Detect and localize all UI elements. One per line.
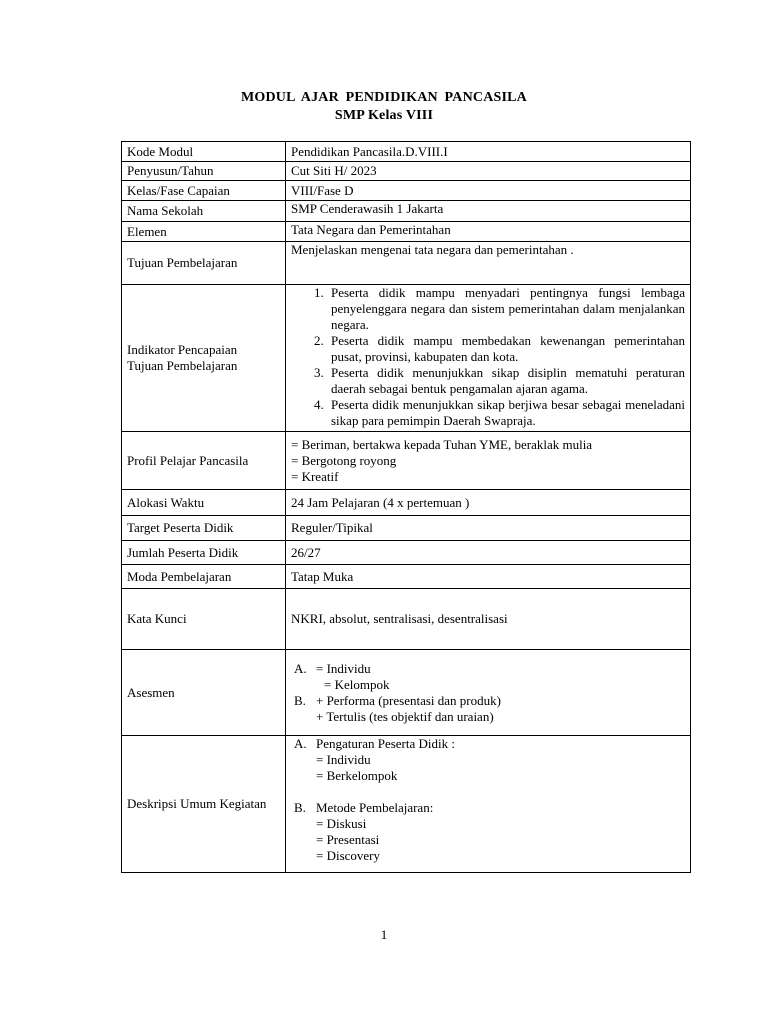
row-value: 24 Jam Pelajaran (4 x pertemuan ) bbox=[286, 490, 691, 516]
list-item: 4. Peserta didik menunjukkan sikap berjiwa besar sebagai meneladani sikap para pemimpin Daerah Swapraja. bbox=[327, 397, 685, 429]
table-row bbox=[122, 201, 691, 222]
row-label: Nama Sekolah bbox=[122, 201, 286, 222]
list-item: = Kreatif bbox=[291, 468, 339, 484]
row-value: NKRI, absolut, sentralisasi, desentralisasi bbox=[286, 589, 691, 650]
table-row bbox=[122, 162, 691, 181]
table-row bbox=[122, 242, 691, 285]
deskripsi-a bbox=[294, 736, 685, 752]
row-label: Tujuan Pembelajaran bbox=[122, 242, 286, 285]
row-value: Pendidikan Pancasila.D.VIII.I bbox=[286, 142, 691, 162]
asesmen-a-label: A. bbox=[294, 660, 307, 676]
asesmen-b-label: B. bbox=[294, 692, 306, 708]
asesmen-b-line2: + Tertulis (tes objektif dan uraian) bbox=[316, 708, 494, 724]
deskripsi-a-title: Pengaturan Peserta Didik : bbox=[316, 736, 455, 751]
table-row bbox=[122, 516, 691, 541]
row-label: Kata Kunci bbox=[122, 589, 286, 650]
row-label bbox=[122, 285, 286, 432]
document-subtitle: SMP Kelas VIII bbox=[334, 108, 434, 123]
asesmen-a-line1: = Individu bbox=[316, 660, 371, 676]
row-label: Kelas/Fase Capaian bbox=[122, 181, 286, 201]
list-item: 3. Peserta didik menunjukkan sikap disiplin mematuhi peraturan daerah sebagai bentuk pengamalan ajaran agama. bbox=[327, 365, 685, 397]
row-value: Tatap Muka bbox=[286, 565, 691, 589]
list-item: 2. Peserta didik mampu membedakan kewenangan pemerintahan pusat, provinsi, kabupaten dan kota. bbox=[327, 333, 685, 365]
module-info-table bbox=[121, 141, 691, 873]
list-item: = Bergotong royong bbox=[291, 452, 397, 468]
asesmen-b-line1: + Performa (presentasi dan produk) bbox=[316, 692, 501, 708]
asesmen-b bbox=[294, 693, 685, 709]
list-item: 1. Peserta didik mampu menyadari pentingnya fungsi lembaga penyelenggara negara dan sistem pemerintahan dalam menjalankan negara. bbox=[327, 285, 685, 333]
list-item: = Presentasi bbox=[316, 832, 380, 847]
page-number: 1 bbox=[380, 927, 388, 942]
row-value: Tata Negara dan Pemerintahan bbox=[286, 222, 691, 242]
row-label: Kode Modul bbox=[122, 142, 286, 162]
asesmen-a-cont bbox=[294, 677, 685, 693]
deskripsi-a-label: A. bbox=[294, 736, 307, 751]
table-row bbox=[122, 222, 691, 242]
table-row bbox=[122, 490, 691, 516]
list-item: = Discovery bbox=[316, 848, 381, 863]
table-row bbox=[122, 736, 691, 873]
table-row bbox=[122, 565, 691, 589]
row-label: Asesmen bbox=[122, 650, 286, 736]
row-value: SMP Cenderawasih 1 Jakarta bbox=[286, 201, 691, 222]
row-label: Profil Pelajar Pancasila bbox=[122, 432, 286, 490]
row-value: Menjelaskan mengenai tata negara dan pemerintahan . bbox=[286, 242, 691, 285]
row-label: Jumlah Peserta Didik bbox=[122, 541, 286, 565]
table-row bbox=[122, 432, 691, 490]
indikator-list-cell bbox=[286, 285, 691, 432]
row-label: Alokasi Waktu bbox=[122, 490, 286, 516]
table-row bbox=[122, 142, 691, 162]
indikator-list bbox=[291, 285, 685, 429]
indikator-label-line1: Indikator Pencapaian bbox=[127, 342, 238, 357]
list-item: = Individu bbox=[316, 752, 371, 767]
asesmen-a-line2: = Kelompok bbox=[324, 676, 390, 692]
table-row bbox=[122, 650, 691, 736]
deskripsi-b-label: B. bbox=[294, 800, 306, 815]
table-row bbox=[122, 589, 691, 650]
row-label: Deskripsi Umum Kegiatan bbox=[122, 736, 286, 873]
row-label: Elemen bbox=[122, 222, 286, 242]
list-item: = Diskusi bbox=[316, 816, 367, 831]
table-row bbox=[122, 541, 691, 565]
row-value: Reguler/Tipikal bbox=[286, 516, 691, 541]
row-label: Target Peserta Didik bbox=[122, 516, 286, 541]
asesmen-cell bbox=[286, 650, 691, 736]
table-row bbox=[122, 181, 691, 201]
deskripsi-b bbox=[294, 800, 685, 816]
deskripsi-cell bbox=[286, 736, 691, 873]
asesmen-a bbox=[294, 661, 685, 677]
profil-cell bbox=[286, 432, 691, 490]
list-item: = Beriman, bertakwa kepada Tuhan YME, beraklak mulia bbox=[291, 436, 593, 452]
indikator-label-line2: Tujuan Pembelajaran bbox=[127, 358, 238, 373]
row-value: 26/27 bbox=[286, 541, 691, 565]
row-label: Penyusun/Tahun bbox=[122, 162, 286, 181]
table-row bbox=[122, 285, 691, 432]
document-title: MODUL AJAR PENDIDIKAN PANCASILA bbox=[240, 90, 527, 105]
row-label: Moda Pembelajaran bbox=[122, 565, 286, 589]
list-item: = Berkelompok bbox=[316, 768, 398, 783]
row-value: VIII/Fase D bbox=[286, 181, 691, 201]
row-value: Cut Siti H/ 2023 bbox=[286, 162, 691, 181]
deskripsi-b-title: Metode Pembelajaran: bbox=[316, 800, 434, 815]
asesmen-b-cont bbox=[294, 709, 685, 725]
